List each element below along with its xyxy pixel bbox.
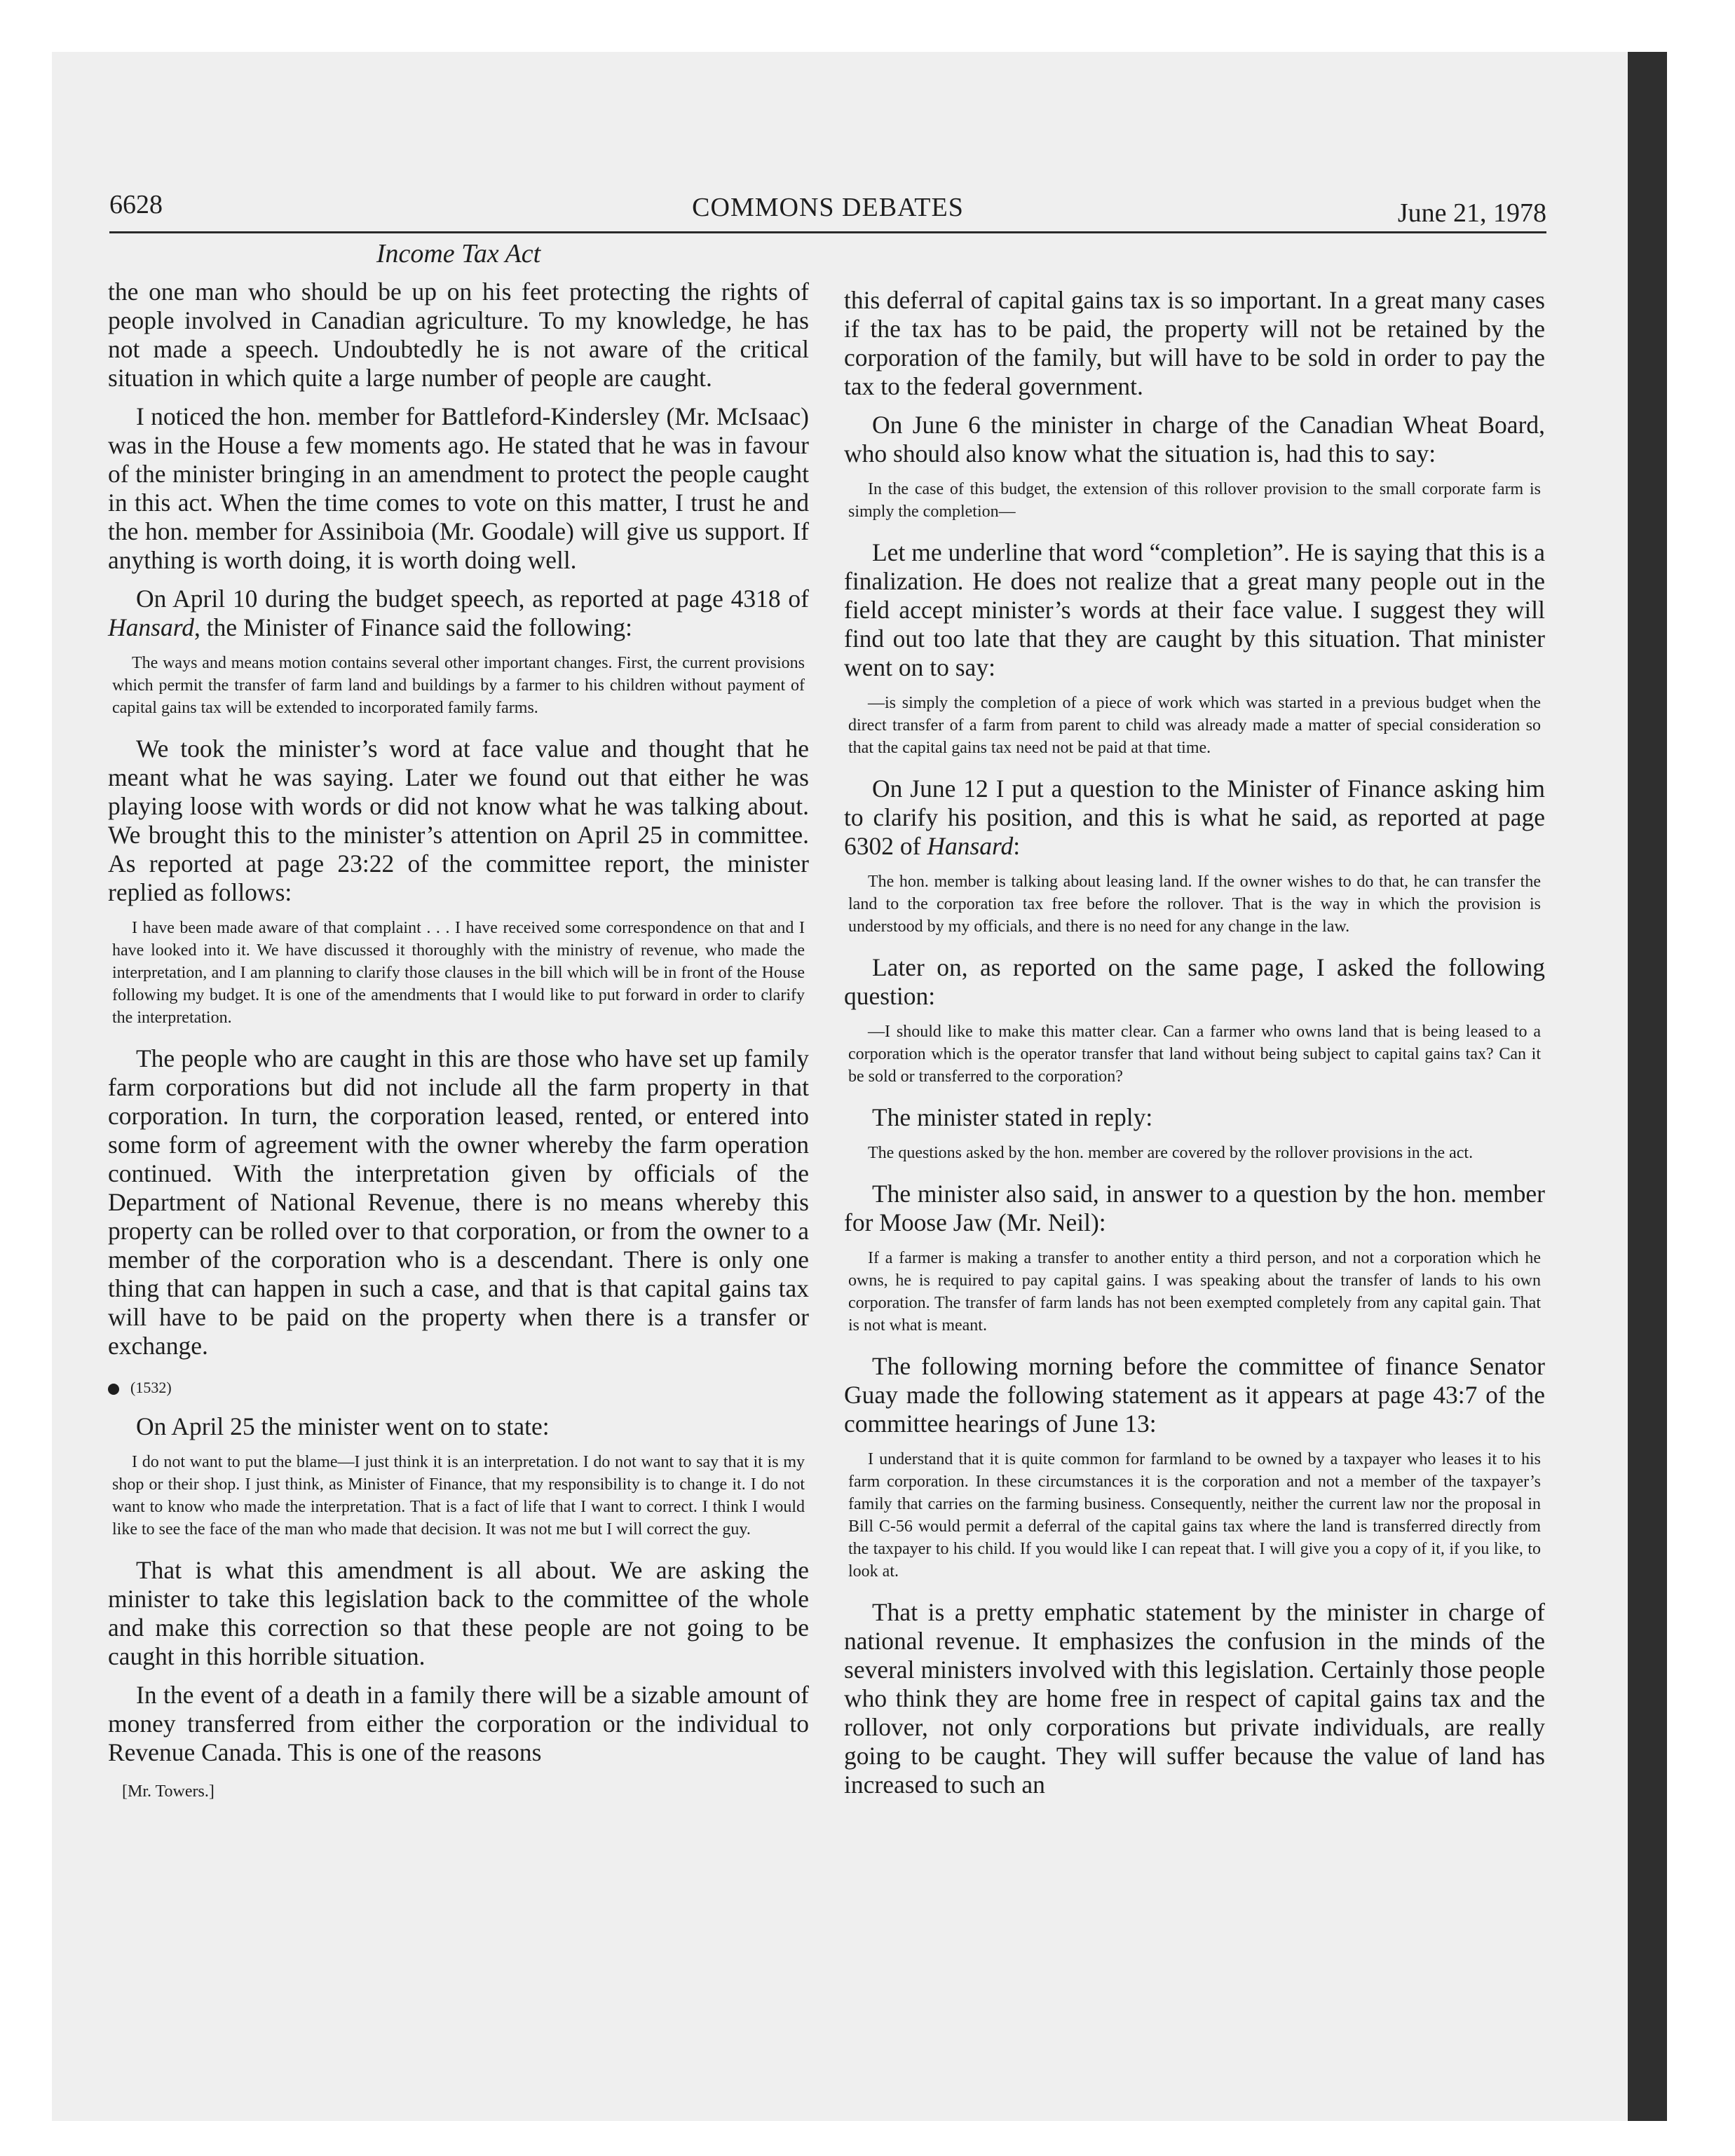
quote: The ways and means motion contains several other important changes. First, the current provisions which permit the transfer of farm land and buildings by a farmer to his children without payment of capital gains tax will be extended to incorporated family farms.: [112, 654, 805, 717]
paragraph: On April 25 the minister went on to state:: [136, 1412, 550, 1440]
paragraph: We took the minister’s word at face value and thought that he meant what he was saying. Later we found out that either he was playing loose with words or did not know what he was talking about. We brought this to the minister’s attention on April 25 in committee. As reported at page 23:22 of the committee report, the minister replied as follows:: [108, 735, 809, 906]
hansard-italic: Hansard: [927, 832, 1014, 860]
quote: The questions asked by the hon. member are covered by the rollover provisions in the act.: [868, 1144, 1474, 1162]
page-number: 6628: [109, 190, 163, 219]
page-date: June 21, 1978: [1397, 198, 1546, 228]
quote: In the case of this budget, the extension of this rollover provision to the small corporate farm is simply the completion—: [848, 480, 1541, 521]
paragraph: the one man who should be up on his feet protecting the rights of people involved in Canadian agriculture. To my knowledge, he has not made a speech. Undoubtedly he is not aware of the critical situation in which quite a large number of people are caught.: [108, 278, 809, 392]
hansard-italic: Hansard: [108, 613, 194, 641]
paragraph: The people who are caught in this are those who have set up family farm corporations but did not include all the farm property in that corporation. In turn, the corporation leased, rented, or entered into some form of agreement with the owner whereby the farm operation continued. With the interpretation given by officials of the Department of National Revenue, there is no means whereby this property can be rolled over to that corporation, or from the owner to a member of the corporation who is a descendant. There is only one thing that can happen in such a case, and that is that capital gains tax will have to be paid on the property when there is a transfer or exchange.: [108, 1044, 809, 1360]
quote: I understand that it is quite common for farmland to be owned by a taxpayer who leases it to his farm corporation. In these circumstances it is the corporation and not a member of the taxpayer’s family that carries on the farming business. Consequently, neither the current law nor the proposal in Bill C-56 would permit a deferral of the capital gains tax where the land is transferred directly from the taxpayer to his child. If you would like I can repeat that. I will give you a copy of it, if you like, to look at.: [848, 1450, 1541, 1581]
quote: I have been made aware of that complaint . . . I have received some correspondence on that and I have looked into it. We have discussed it thoroughly with the ministry of revenue, who made the interpretation, and I am planning to clarify those clauses in the bill which will be in front of the House following my budget. It is one of the amendments that I would like to put forward in order to clarify the interpretation.: [112, 919, 805, 1027]
left-column: [108, 238, 809, 1801]
paragraph: The following morning before the committee of finance Senator Guay made the following statement as it appears at page 43:7 of the committee hearings of June 13:: [844, 1352, 1545, 1438]
right-column: [844, 286, 1545, 1809]
paragraph: That is what this amendment is all about. We are asking the minister to take this legislation back to the committee of the whole and make this correction so that these people are not going to be caught in this horrible situation.: [108, 1556, 809, 1670]
page-header: [109, 189, 1546, 233]
paragraph: Let me underline that word “completion”. He is saying that this is a finalization. He does not realize that a great many people out in the field accept minister’s words at their face value. I suggest they will find out too late that they are caught by this situation. That minister went on to say:: [844, 538, 1545, 681]
quote: —is simply the completion of a piece of work which was started in a previous budget when the direct transfer of a farm from parent to child was already made a matter of special consideration so that the capital gains tax need not be paid at that time.: [848, 694, 1541, 757]
publication-title: COMMONS DEBATES: [692, 193, 964, 222]
time-marker: (1532): [108, 1379, 809, 1397]
section-title: Income Tax Act: [376, 239, 541, 268]
paragraph: I noticed the hon. member for Battleford-Kindersley (Mr. McIsaac) was in the House a few moments ago. He stated that he was in favour of the minister bringing in an amendment to protect the people caught in this act. When the time comes to vote on this matter, I trust he and the hon. member for Assiniboia (Mr. Goodale) will give us support. If anything is worth doing, it is worth doing well.: [108, 402, 809, 574]
paragraph: On April 10 during the budget speech, as reported at page 4318 of Hansard, the Minister of Finance said the following:: [108, 585, 809, 641]
paragraph: That is a pretty emphatic statement by the minister in charge of national revenue. It emphasizes the confusion in the minds of the several ministers involved with this legislation. Certainly those people who think they are home free in respect of capital gains tax and the rollover, not only corporations but private individuals, are really going to be caught. They will suffer because the value of land has increased to such an: [844, 1598, 1545, 1799]
paragraph: On June 6 the minister in charge of the Canadian Wheat Board, who should also know what the situation is, had this to say:: [844, 411, 1545, 468]
paragraph: Later on, as reported on the same page, I asked the following question:: [844, 953, 1545, 1010]
quote: I do not want to put the blame—I just think it is an interpretation. I do not want to say that it is my shop or their shop. I just think, as Minister of Finance, that my responsibility is to change it. I do not want to know who made the interpretation. That is a fact of life that I want to correct. I think I would like to see the face of the man who made that decision. It was not me but I will correct the guy.: [112, 1453, 805, 1538]
scan-edge: [1628, 52, 1667, 2121]
paragraph: The minister also said, in answer to a question by the hon. member for Moose Jaw (Mr. Neil):: [844, 1180, 1545, 1236]
bullet-icon: [108, 1384, 119, 1395]
paragraph: The minister stated in reply:: [872, 1103, 1153, 1131]
quote: The hon. member is talking about leasing land. If the owner wishes to do that, he can transfer the land to the corporation tax free before the rollover. That is the way in which the provision is understood by my officials, and there is no need for any change in the law.: [848, 873, 1541, 936]
paragraph: On June 12 I put a question to the Minister of Finance asking him to clarify his position, and this is what he said, as reported at page 6302 of Hansard:: [844, 775, 1545, 860]
quote: —I should like to make this matter clear. Can a farmer who owns land that is being leased to a corporation which is the operator transfer that land without being subject to capital gains tax? Can it be sold or transferred to the corporation?: [848, 1023, 1541, 1086]
paragraph: this deferral of capital gains tax is so important. In a great many cases if the tax has to be paid, the property will not be retained by the corporation of the family, but will have to be sold in order to pay the tax to the federal government.: [844, 286, 1545, 400]
speaker-note: [Mr. Towers.]: [122, 1782, 215, 1801]
paragraph: In the event of a death in a family there will be a sizable amount of money transferred from either the corporation or the individual to Revenue Canada. This is one of the reasons: [108, 1681, 809, 1766]
quote: If a farmer is making a transfer to another entity a third person, and not a corporation which he owns, he is required to pay capital gains. I was speaking about the transfer of lands to his own corporation. The transfer of farm lands has not been exempted completely from any capital gain. That is not what is meant.: [848, 1249, 1541, 1335]
